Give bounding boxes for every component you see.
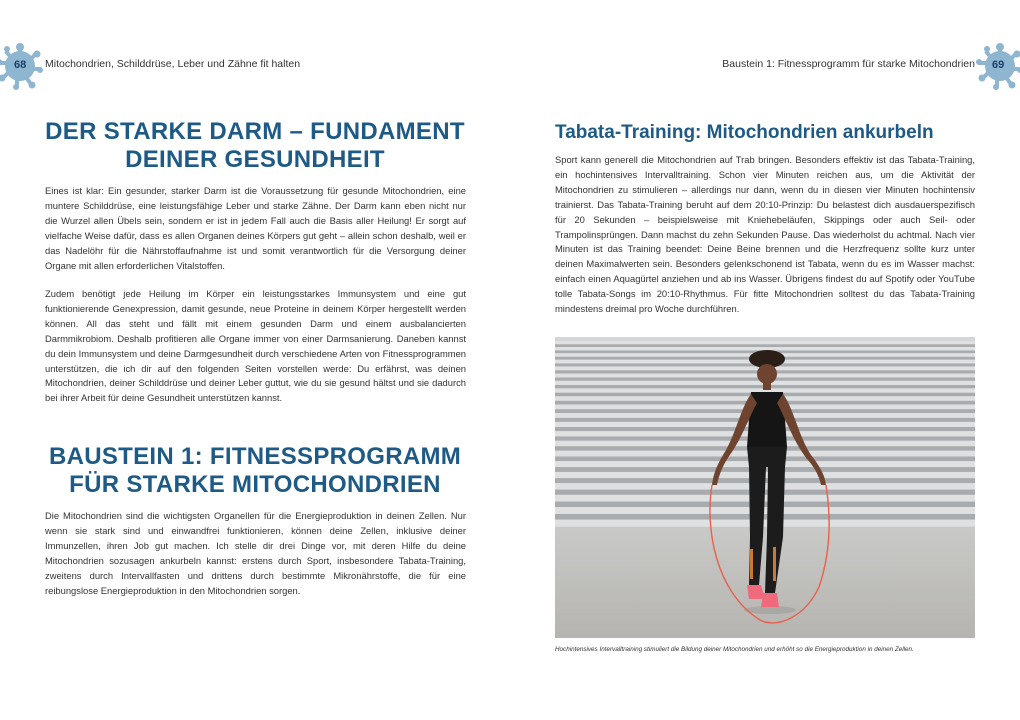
body-paragraph: Zudem benötigt jede Heilung im Körper ein leistungsstarkes Immunsystem und eine gut funktionierende Genexpression, damit gesunde, neue Proteine in deinem Körper hergestellt werden können. All das steht und fällt mit einem gesunden Darm und einem ausbalancierten Darmmikrobiom. Deshalb profitieren alle Organe immer von einer Darmsanierung. Daneben kannst du dein Immunsystem und deine Darmgesundheit durch verschiedene Arten von Fitnessprogrammen unterstützen, die ich dir auf den folgenden Seiten vorstellen werde: Du erfährst, was deinen Mitochondrien, deiner Schilddrüse und deiner Leber guttut, wie du sie gesund hältst und sie dadurch bei ihrer Arbeit für deine Gesundheit unterstützen kannst.: [45, 288, 466, 404]
section-title-line: BAUSTEIN 1: FITNESSPROGRAMM: [48, 443, 462, 470]
photo-caption: Hochintensives Intervalltraining stimuliert die Bildung deiner Mitochondrien und erhöht so die Energieproduktion in deinen Zellen.: [555, 646, 914, 653]
section-title-line: DER STARKE DARM – FUNDAMENT: [45, 118, 465, 145]
section-title: [30, 443, 480, 499]
body-paragraph: Sport kann generell die Mitochondrien auf Trab bringen. Besonders effektiv ist das Tabata-Training, ein hochintensives Intervalltraining. Schon vier Minuten reichen aus, um die Aktivität der Mitochondrien zu stimulieren – allerdings nur dann, wenn du in diesen vier Minuten hochintensiv trainierst. Das Tabata-Training beruht auf dem 20:10-Prinzip: Du belastest dich ausdauerspezifisch für 20 Sekunden – beispielsweise mit Kniehebeläufen, Skippings oder auch Seil- oder Trampolinsprüngen. Dann machst du zehn Sekunden Pause. Das wiederholst du achtmal. Nach vier Minuten ist das Training beendet: Deine Beine brennen und die Herzfrequenz sollte kurz unter deinen Maximalwerten sein. Besonders gelenkschonend ist Tabata, wenn du es im Wasser machst: einfach einen Aquagürtel anziehen und ab ins Wasser. Übrigens findest du auf Spotify oder YouTube tolle Tabata-Songs im 20:10-Rhythmus. Für fitte Mitochondrien solltest du das Tabata-Training mindestens dreimal pro Woche durchführen.: [555, 154, 975, 315]
photo-woman-jumping-rope: [555, 337, 975, 638]
section-heading: Tabata-Training: Mitochondrien ankurbeln: [555, 122, 934, 143]
section-title-line: FÜR STARKE MITOCHONDRIEN: [69, 471, 441, 498]
running-head: Mitochondrien, Schilddrüse, Leber und Zähne fit halten: [45, 58, 301, 70]
section-title: [30, 118, 480, 174]
running-head: Baustein 1: Fitnessprogramm für starke Mitochondrien: [722, 58, 975, 70]
section-title-line: DEINER GESUNDHEIT: [125, 146, 385, 173]
page-number: 68: [14, 59, 27, 71]
body-paragraph: Die Mitochondrien sind die wichtigsten Organellen für die Energieproduktion in deinen Zellen. Nur wenn sie stark sind und einwandfrei funktionieren, können deine Zellen, inklusive deiner Immunzellen, ihren Job gut machen. Ich stelle dir drei Dinge vor, mit deren Hilfe du deine Mitochondrien sozusagen ankurbeln kannst: erstens durch Sport, insbesondere Tabata-Training, zweitens durch Intervallfasten und drittens durch bestimmte Mikronährstoffe, die für eine reibungslose Energieproduktion in den Mitochondrien sorgen.: [45, 510, 466, 596]
page-number: 69: [992, 59, 1005, 71]
body-paragraph: Eines ist klar: Ein gesunder, starker Darm ist die Voraussetzung für gesunde Mitochondrien, eine muntere Schilddrüse, eine leistungsfähige Leber und starke Zähne. Der Darm kann eben nicht nur die Wurzel allen Übels sein, sondern er ist in jedem Fall auch die Basis aller Heilung! Er sorgt auf vielfache Weise dafür, dass es allen Organen deines Körpers gut geht – allein schon deshalb, weil er das Nadelöhr für die Nährstoffaufnahme ist und somit verantwortlich für die Versorgung deiner Organe mit allen erforderlichen Vitalstoffen.: [45, 185, 466, 271]
